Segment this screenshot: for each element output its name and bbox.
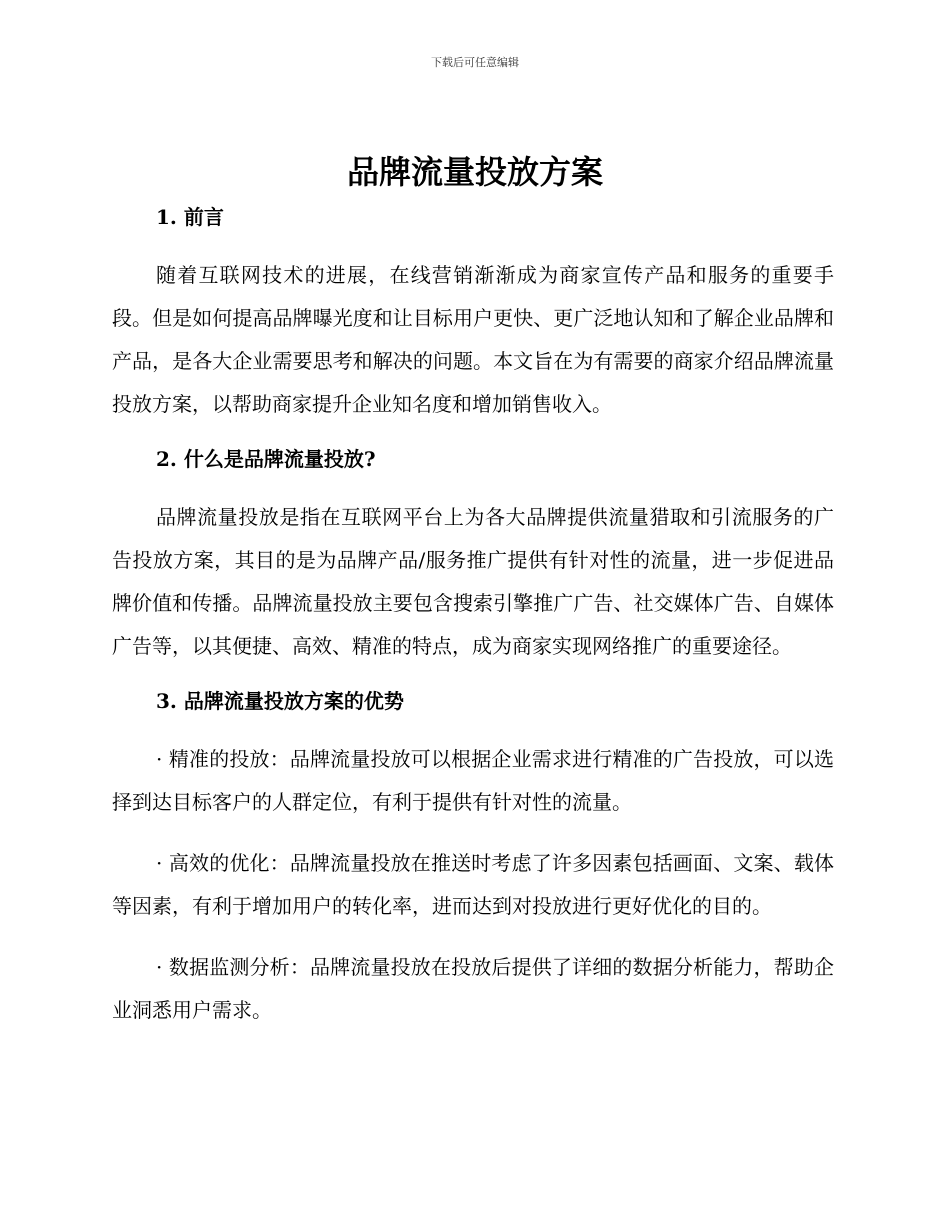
section-heading-advantages: 3. 品牌流量投放方案的优势 [156,689,404,713]
bullet-efficient-optimization: · 高效的优化：品牌流量投放在推送时考虑了许多因素包括画面、文案、载体等因素，有利于增加用户的转化率，进而达到对投放进行更好优化的目的。 [112,851,834,918]
document-title: 品牌流量投放方案 [346,153,603,191]
section-paragraph-preface: 随着互联网技术的进展，在线营销渐渐成为商家宣传产品和服务的重要手段。但是如何提高品牌曝光度和让目标用户更快、更广泛地认知和了解企业品牌和产品，是各大企业需要思考和解决的问题。本文旨在为有需要的商家介绍品牌流量投放方案，以帮助商家提升企业知名度和增加销售收入。 [112,263,834,416]
section-heading-definition: 2. 什么是品牌流量投放? [156,447,376,471]
section-paragraph-definition: 品牌流量投放是指在互联网平台上为各大品牌提供流量猎取和引流服务的广告投放方案，其目的是为品牌产品/服务推广提供有针对性的流量，进一步促进品牌价值和传播。品牌流量投放主要包含搜索引擎推广广告、社交媒体广告、自媒体广告等，以其便捷、高效、精准的特点，成为商家实现网络推广的重要途径。 [112,505,834,658]
header-note: 下载后可任意编辑 [431,56,519,69]
bullet-precise-targeting: · 精准的投放：品牌流量投放可以根据企业需求进行精准的广告投放，可以选择到达目标客户的人群定位，有利于提供有针对性的流量。 [112,747,834,814]
bullet-data-monitoring: · 数据监测分析：品牌流量投放在投放后提供了详细的数据分析能力，帮助企业洞悉用户需求。 [112,955,834,1022]
section-heading-preface: 1. 前言 [156,205,224,229]
document-body [112,200,834,1032]
